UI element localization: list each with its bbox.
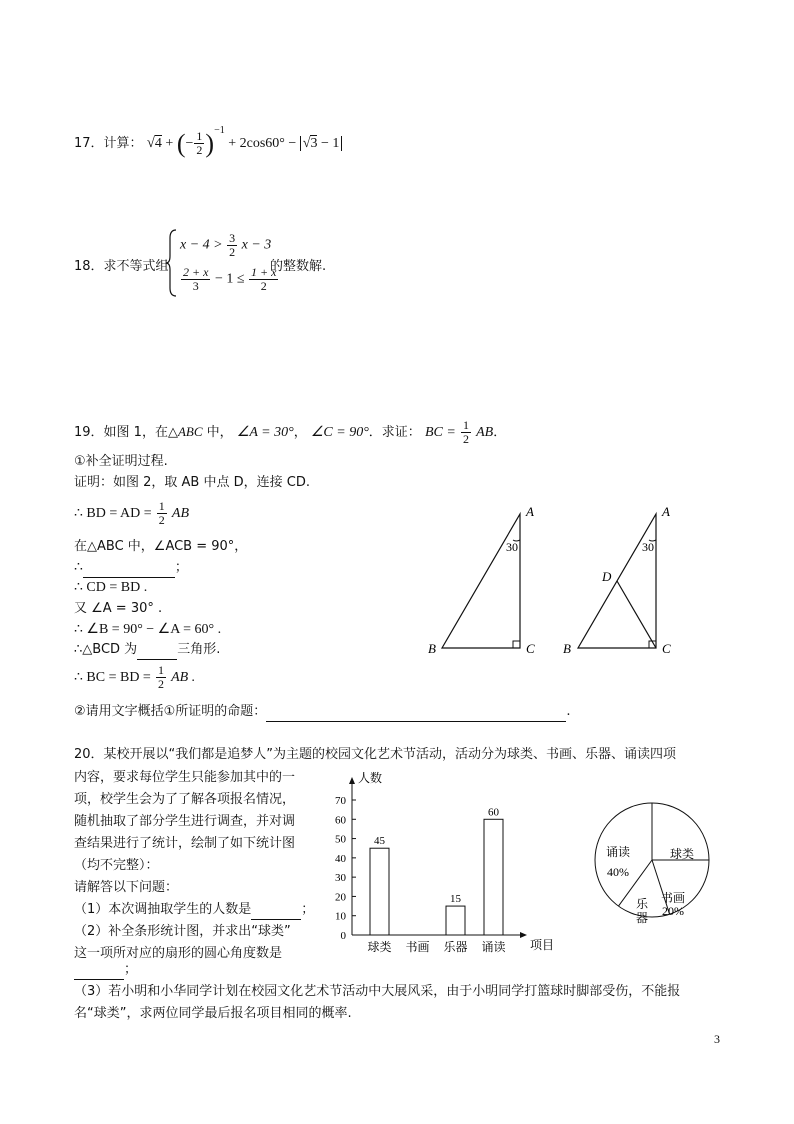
q18-l1-right: x − 3 [241,237,272,253]
q19-figure1 [420,500,550,665]
bar-ytick-label: 50 [335,833,346,846]
q17-rest: + 2cos60° − [228,136,297,151]
fig2-label-b: B [563,641,571,656]
q17-abs-sqrt: 3 [310,136,318,151]
bar-ylabel: 人数 [358,771,383,785]
page-number: 3 [714,1032,720,1046]
bar-x-arrow [520,932,527,938]
q19-prove-num: 1 [462,418,469,432]
bar-data-label: 60 [488,806,499,819]
q18-line2 [180,266,279,293]
q20-blank2[interactable] [74,965,124,980]
q19-prove-den: 2 [462,432,469,446]
q19-step1: ①补全证明过程. [74,454,168,469]
q19-intro [74,418,506,447]
q18-l1-left: x − 4 > [180,237,223,253]
q19-blank2[interactable] [137,645,177,660]
q19-l8-den: 2 [157,677,164,691]
pie-marks [595,803,709,925]
q19-l8 [74,664,195,692]
q20-blank1[interactable] [251,905,301,920]
q18-l1-num: 3 [229,231,236,245]
bar-category-label: 诵读 [481,940,506,954]
q17-frac-den: 2 [196,143,203,158]
q19-step2-b: . [566,704,571,719]
bar-category-label: 书画 [405,940,430,954]
bar [370,848,389,935]
q18-l2-num1: 2 + x [183,265,209,279]
q17-exponent: −1 [214,125,225,136]
q20-line1: 20．某校开展以“我们都是追梦人”为主题的校园文化艺术节活动，活动分为球类、书画、乐器、诵读四项 [74,747,677,762]
q20-sub1 [74,900,314,920]
bar-marks [367,806,505,954]
bar-ticks [335,795,356,942]
bar-ytick-label: 10 [335,910,346,923]
q19-sep1: ， [293,425,307,440]
fig1-label-a: A [526,504,534,519]
q20-line3: 项，校学生会为了了解各项报名情况， [74,792,296,807]
q19-l7 [74,640,220,660]
bar-ytick-label: 70 [335,795,346,807]
q19-intro-b: 中， [202,425,233,440]
q19-angle-a: ∠A = 30° [236,425,294,440]
q17-minus: − [185,136,194,151]
q20-line2: 内容，要求每位学生只能参加其中的一 [74,770,296,785]
fig1-label-c: C [526,641,535,656]
q20-sub2-b: 这一项所对应的扇形的圆心角度数是 [74,946,283,961]
q20-line7: 请解答以下问题： [74,880,179,895]
fig2-label-d: D [602,569,612,584]
bar-category-label: 乐器 [443,940,468,954]
q19-l1 [74,500,189,528]
fig2-label-a: A [662,504,670,519]
q18-l2-num2: 1 + x [251,265,277,279]
q17 [74,118,342,158]
q20-line4: 随机抽取了部分学生进行调查，并对调 [74,814,296,829]
q19-sep2: ．求证： [368,425,421,440]
bar-y-arrow [349,777,355,784]
q19-prove-left: BC = [424,425,456,440]
q18-suffix: 的整数解. [270,259,327,274]
q19-step2 [74,702,570,722]
fig2-segment-cd [617,581,656,648]
q20-sub2-a: （2）补全条形统计图，并求出“球类” [74,924,291,939]
q18-l2-mid: − 1 ≤ [214,271,245,287]
q20-sub2-blank [74,960,137,980]
q19-l3 [74,558,188,578]
fig1-angle-label: 30 [506,540,518,554]
bar [484,819,503,935]
q19-l1-den: 2 [158,513,165,527]
q18-line1 [180,232,271,259]
q19-prove-end: ． [493,425,507,440]
q17-sqrt-4: 4 [154,136,162,151]
q19-proof-intro: 证明：如图 2，取 AB 中点 D，连接 CD. [74,475,310,490]
pie-label: 器 [635,911,649,925]
q18-label: 18．求不等式组 [74,259,169,274]
q19-l3-b: ； [174,560,188,575]
fig2-label-c: C [662,641,671,656]
q19-l1-a: ∴ BD = AD = [74,506,152,521]
q19-l8-num: 1 [157,663,164,677]
q17-plus: + [165,136,174,151]
q19-figure2 [560,500,690,665]
bar-data-label: 15 [450,893,461,906]
q20-line6: （均不完整）： [74,858,159,873]
q19-l7-b: 三角形. [177,642,221,657]
q17-label: 17．计算： [74,136,143,151]
bar-ytick-label: 0 [340,930,346,942]
bar [446,906,465,935]
q20-line5: 查结果进行了统计，绘制了如下统计图 [74,836,296,851]
q20-sub1-b: ； [301,902,315,917]
fig2-angle-label: 30 [642,540,654,554]
q19-l3-a: ∴ [74,560,83,575]
pie-label: 诵读 [605,845,631,859]
q20-sub3-b: 名“球类”，求两位同学最后报名项目相同的概率. [74,1006,352,1021]
fig1-label-b: B [428,641,436,656]
q19-l8-b: AB . [171,670,196,685]
q19-angle-c: ∠C = 90° [310,425,369,440]
q19-l1-num: 1 [158,499,165,513]
q19-blank1[interactable] [83,563,175,578]
pie-label: 书画 [660,891,686,905]
q17-expression: √4 + (− $\frac{1}{2}$ )$^{-1}$ + 2cos60° − √3 − 1 [147,136,343,151]
bar-chart [320,770,565,955]
fig1-triangle [442,514,520,648]
q19-l7-a: ∴△BCD 为 [74,642,138,657]
bar-ytick-label: 20 [335,891,346,904]
pie-label: 乐 [635,897,649,911]
q19-step2-a: ②请用文字概括①所证明的命题： [74,704,267,719]
q19-l8-a: ∴ BC = BD = [74,670,151,685]
q19-l6: ∴ ∠B = 90° − ∠A = 60° . [74,622,222,637]
pie-label: 20% [662,904,684,918]
q20-sub2-c: ； [124,962,138,977]
q20-sub3-a: （3）若小明和小华同学计划在校园文化艺术节活动中大展风采，由于小明同学打篮球时脚部受伤，不能报 [74,984,681,999]
pie-label: 球类 [669,847,695,861]
q20-sub1-a: （1）本次调抽取学生的人数是 [74,902,252,917]
bar-data-label: 45 [374,835,385,848]
q19-l1-b: AB [171,506,189,521]
bar-ytick-label: 40 [335,852,346,865]
bar-category-label: 球类 [367,940,392,954]
q17-frac-num: 1 [196,129,203,144]
q18-l2-den1: 3 [192,279,199,293]
q19-l4: ∴ CD = BD . [74,580,148,595]
q19-l2: 在△ABC 中，∠ACB = 90°， [74,539,248,554]
q18-l2-den2: 2 [260,279,267,293]
q18-l1-den: 2 [229,245,236,259]
q17-abs-rest: − 1 [320,136,340,151]
q19-intro-abc: ABC [177,424,203,439]
q19-blank3[interactable] [266,707,566,722]
fig1-right-angle [513,641,520,648]
q19-l5: 又 ∠A = 30° . [74,601,163,616]
bar-xlabel: 项目 [530,938,555,952]
pie-chart [590,798,720,928]
q19-intro-a: 19．如图 1，在△ [74,425,178,440]
q18-brace [166,228,178,298]
bar-ytick-label: 60 [335,814,346,827]
q19-prove-right: AB [476,425,494,440]
bar-ytick-label: 30 [335,872,346,885]
pie-label: 40% [607,865,629,879]
